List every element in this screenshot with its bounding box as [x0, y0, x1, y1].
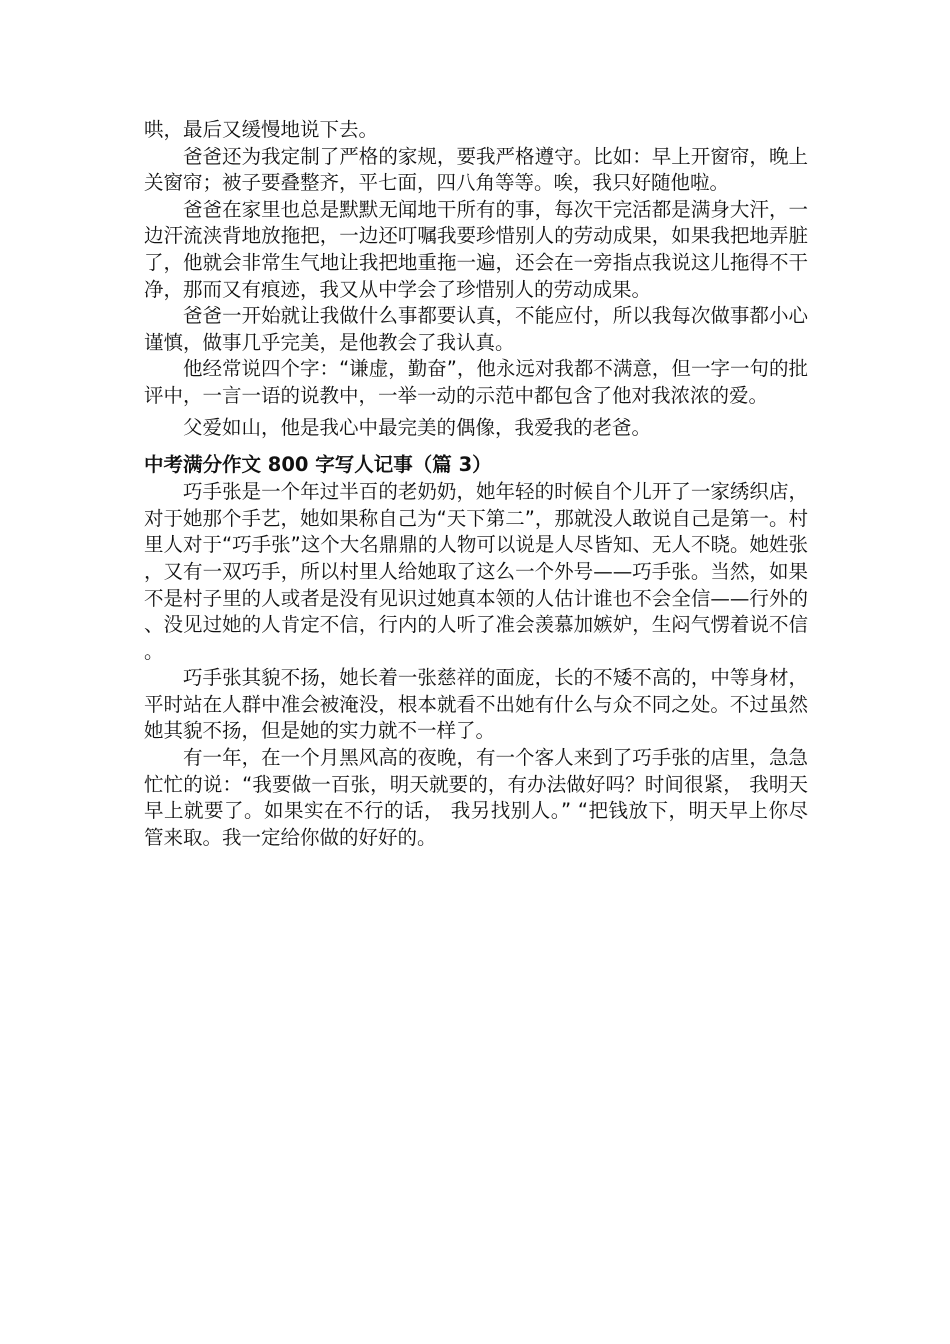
document-body — [144, 117, 808, 851]
paragraph-customer-visit: 有一年，在一个月黑风高的夜晚，有一个客人来到了巧手张的店里，急急忙忙的说：“我要做一百张，明天就要的，有办法做好吗？时间很紧， 我明天早上就要了。如果实在不行的话， 我另找别人。” “把钱放下，明天早上你尽管来取。我一定给你做的好好的。 — [144, 746, 808, 849]
paragraph-appearance: 巧手张其貌不扬，她长着一张慈祥的面庞，长的不矮不高的，中等身材，平时站在人群中准会被淹没，根本就看不出她有什么与众不同之处。不过虽然她其貌不扬，但是她的实力就不一样了。 — [144, 666, 808, 743]
section-heading: 中考满分作文 800 字写人记事（篇 3） — [144, 453, 492, 477]
paragraph-seriousness: 爸爸一开始就让我做什么事都要认真，不能应付，所以我每次做事都小心谨慎，做事几乎完美，是他教会了我认真。 — [144, 304, 808, 354]
paragraph-continuation: 哄，最后又缓慢地说下去。 — [144, 118, 379, 141]
paragraph-family-rules: 爸爸还为我定制了严格的家规，要我严格遵守。比如：早上开窗帘，晚上关窗帘；被子要叠整齐，平七面，四八角等等。唉，我只好随他啦。 — [144, 144, 808, 195]
paragraph-housework: 爸爸在家里也总是默默无闻地干所有的事，每次干完活都是满身大汗，一边汗流浃背地放拖把，一边还叮嘱我要珍惜别人的劳动成果，如果我把地弄脏了，他就会非常生气地让我把地重拖一遍，还会在一旁指点我说这儿拖得不干净，那而又有痕迹，我又从中学会了珍惜别人的劳动成果。 — [144, 197, 808, 301]
paragraph-four-words: 他经常说四个字：“谦虚，勤奋”，他永远对我都不满意，但一字一句的批评中，一言一语的说教中，一举一动的示范中都包含了他对我浓浓的爱。 — [144, 357, 808, 407]
paragraph-intro-qiaoshouzhang: 巧手张是一个年过半百的老奶奶，她年轻的时候自个儿开了一家绣织店，对于她那个手艺，她如果称自己为“天下第二”，那就没人敢说自己是第一。村里人对于“巧手张”这个大名鼎鼎的人物可以说是人尽皆知、无人不晓。她姓张，又有一双巧手，所以村里人给她取了这么一个外号——巧手张。当然，如果不是村子里的人或者是没有见识过她真本领的人估计谁也不会全信——行外的、没见过她的人肯定不信，行内的人听了准会羡慕加嫉妒，生闷气愣着说不信。 — [144, 480, 808, 663]
paragraph-conclusion: 父爱如山，他是我心中最完美的偶像，我爱我的老爸。 — [183, 415, 652, 439]
